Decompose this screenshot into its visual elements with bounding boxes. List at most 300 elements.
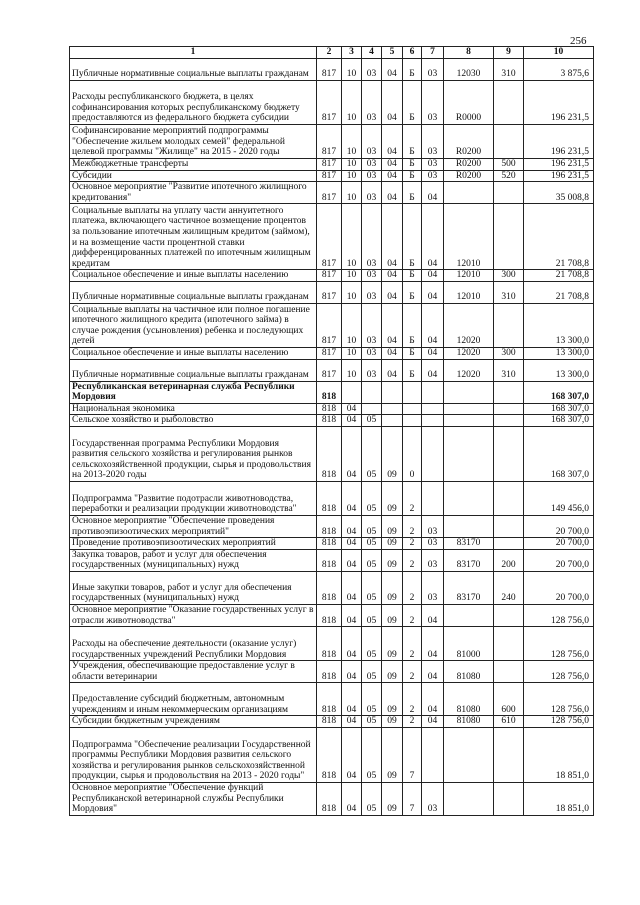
cell-direction: [444, 381, 494, 403]
cell-direction: R0200: [444, 170, 494, 182]
cell-expense-type: [494, 538, 524, 550]
cell-subsection: 03: [362, 81, 382, 125]
cell-expense-type: [494, 481, 524, 515]
cell-section: 04: [342, 403, 362, 415]
cell-name: Национальная экономика: [70, 403, 317, 415]
cell-subprogram: 2: [403, 549, 422, 571]
cell-expense-type: 610: [494, 716, 524, 728]
table-row: [70, 359, 594, 381]
cell-section: 04: [342, 683, 362, 716]
table-row: [70, 426, 594, 481]
cell-name: Закупка товаров, работ и услуг для обеспечения государственных (муниципальных) нужд: [70, 549, 317, 571]
cell-program: 04: [382, 204, 403, 270]
cell-program: 04: [382, 303, 403, 347]
cell-grbs: 817: [317, 303, 342, 347]
cell-amount: 20 700,0: [524, 549, 594, 571]
table-row: [70, 627, 594, 661]
cell-amount: 21 708,8: [524, 270, 594, 282]
cell-grbs: 818: [317, 549, 342, 571]
cell-direction: 12030: [444, 59, 494, 81]
cell-program: [382, 403, 403, 415]
cell-expense-type: [494, 403, 524, 415]
cell-expense-type: 600: [494, 683, 524, 716]
cell-event: [422, 415, 444, 427]
cell-event: [422, 426, 444, 481]
cell-name: Расходы республиканского бюджета, в целях софинансирования которых республиканскому бюджету предоставляются из федерального бюджета субсидии: [70, 81, 317, 125]
cell-name: Основное мероприятие "Обеспечение проведения противоэпизоотических мероприятий": [70, 515, 317, 537]
cell-subprogram: Б: [403, 159, 422, 171]
cell-subprogram: 2: [403, 716, 422, 728]
cell-grbs: 818: [317, 403, 342, 415]
cell-section: 10: [342, 159, 362, 171]
cell-program: 09: [382, 549, 403, 571]
cell-name: Учреждения, обеспечивающие предоставление услуг в области ветеринарии: [70, 661, 317, 683]
cell-amount: 3 875,6: [524, 59, 594, 81]
cell-subprogram: [403, 403, 422, 415]
column-header: 10: [524, 47, 594, 59]
cell-event: 03: [422, 59, 444, 81]
cell-amount: 21 708,8: [524, 281, 594, 303]
cell-program: 04: [382, 59, 403, 81]
cell-subprogram: 2: [403, 627, 422, 661]
cell-amount: 13 300,0: [524, 347, 594, 359]
cell-section: 10: [342, 303, 362, 347]
table-row: [70, 347, 594, 359]
cell-grbs: 818: [317, 515, 342, 537]
cell-subsection: 05: [362, 481, 382, 515]
column-header: 7: [422, 47, 444, 59]
cell-subprogram: Б: [403, 204, 422, 270]
cell-section: 10: [342, 204, 362, 270]
cell-subsection: 05: [362, 415, 382, 427]
cell-subprogram: 7: [403, 727, 422, 782]
cell-event: 04: [422, 347, 444, 359]
cell-section: 04: [342, 426, 362, 481]
cell-grbs: 817: [317, 159, 342, 171]
cell-event: 03: [422, 782, 444, 815]
cell-subsection: 05: [362, 627, 382, 661]
cell-expense-type: [494, 381, 524, 403]
cell-section: [342, 381, 362, 403]
cell-subprogram: 7: [403, 782, 422, 815]
cell-direction: [444, 403, 494, 415]
cell-name: Социальное обеспечение и иные выплаты населению: [70, 347, 317, 359]
cell-amount: 35 008,8: [524, 182, 594, 204]
cell-event: 03: [422, 170, 444, 182]
cell-event: 03: [422, 125, 444, 159]
table-row: [70, 170, 594, 182]
cell-program: 04: [382, 359, 403, 381]
page-number: 256: [570, 35, 587, 47]
table-row: [70, 716, 594, 728]
cell-direction: [444, 415, 494, 427]
cell-grbs: 817: [317, 281, 342, 303]
table-row: [70, 538, 594, 550]
cell-grbs: 818: [317, 604, 342, 626]
cell-expense-type: 520: [494, 170, 524, 182]
cell-subprogram: 2: [403, 538, 422, 550]
cell-subsection: 03: [362, 125, 382, 159]
cell-name: Публичные нормативные социальные выплаты гражданам: [70, 359, 317, 381]
column-header: 2: [317, 47, 342, 59]
cell-direction: 12010: [444, 270, 494, 282]
cell-subprogram: Б: [403, 359, 422, 381]
column-header: 8: [444, 47, 494, 59]
cell-section: 04: [342, 716, 362, 728]
table-row: [70, 81, 594, 125]
cell-subprogram: [403, 415, 422, 427]
table-row: [70, 604, 594, 626]
cell-direction: 83170: [444, 571, 494, 604]
cell-name: Социальные выплаты на уплату части аннуитетного платежа, включающего частичное возмещение процентов за пользование ипотечным жилищным кредитом (займом), и на возмещение части процентной ставки дифференцированных платежей по ипотечным жилищным кредитам: [70, 204, 317, 270]
cell-section: 04: [342, 782, 362, 815]
cell-expense-type: [494, 661, 524, 683]
cell-grbs: 818: [317, 538, 342, 550]
cell-amount: 13 300,0: [524, 303, 594, 347]
cell-event: 04: [422, 270, 444, 282]
cell-amount: 18 851,0: [524, 727, 594, 782]
table-row: [70, 204, 594, 270]
cell-event: 04: [422, 359, 444, 381]
cell-amount: 21 708,8: [524, 204, 594, 270]
cell-name: Проведение противоэпизоотических мероприятий: [70, 538, 317, 550]
cell-event: [422, 403, 444, 415]
table-row: [70, 303, 594, 347]
cell-section: 04: [342, 604, 362, 626]
cell-grbs: 818: [317, 716, 342, 728]
cell-program: [382, 415, 403, 427]
cell-expense-type: 310: [494, 281, 524, 303]
cell-subsection: 05: [362, 604, 382, 626]
cell-subsection: 03: [362, 159, 382, 171]
cell-grbs: 818: [317, 481, 342, 515]
cell-grbs: 818: [317, 426, 342, 481]
cell-expense-type: 300: [494, 347, 524, 359]
cell-section: 10: [342, 182, 362, 204]
cell-subsection: 05: [362, 683, 382, 716]
table-row: [70, 403, 594, 415]
cell-grbs: 818: [317, 381, 342, 403]
cell-subsection: 03: [362, 281, 382, 303]
table-row: [70, 515, 594, 537]
cell-name: Субсидии: [70, 170, 317, 182]
cell-subsection: 05: [362, 426, 382, 481]
cell-direction: 12010: [444, 281, 494, 303]
cell-subprogram: 2: [403, 515, 422, 537]
cell-grbs: 818: [317, 782, 342, 815]
cell-name: Публичные нормативные социальные выплаты гражданам: [70, 281, 317, 303]
cell-subsection: 03: [362, 59, 382, 81]
cell-amount: 196 231,5: [524, 81, 594, 125]
cell-subsection: 05: [362, 538, 382, 550]
cell-section: 10: [342, 347, 362, 359]
cell-grbs: 817: [317, 270, 342, 282]
cell-program: 09: [382, 538, 403, 550]
cell-subsection: 03: [362, 347, 382, 359]
cell-subprogram: Б: [403, 170, 422, 182]
cell-name: Сельское хозяйство и рыболовство: [70, 415, 317, 427]
table-row: [70, 59, 594, 81]
cell-expense-type: [494, 782, 524, 815]
cell-name: Социальные выплаты на частичное или полное погашение ипотечного жилищного кредита (ипотечного займа) в случае рождения (усыновления) ребенка и последующих детей: [70, 303, 317, 347]
cell-subsection: 03: [362, 204, 382, 270]
cell-subsection: 03: [362, 359, 382, 381]
cell-direction: [444, 426, 494, 481]
table-row: [70, 415, 594, 427]
cell-program: 09: [382, 481, 403, 515]
cell-amount: 18 851,0: [524, 782, 594, 815]
cell-expense-type: [494, 515, 524, 537]
column-header: 1: [70, 47, 317, 59]
table-header-row: [70, 47, 594, 59]
cell-amount: 168 307,0: [524, 415, 594, 427]
cell-grbs: 817: [317, 347, 342, 359]
cell-expense-type: [494, 604, 524, 626]
cell-direction: [444, 481, 494, 515]
cell-amount: 128 756,0: [524, 716, 594, 728]
cell-subprogram: Б: [403, 182, 422, 204]
cell-name: Республиканская ветеринарная служба Республики Мордовия: [70, 381, 317, 403]
cell-section: 04: [342, 538, 362, 550]
cell-direction: 12020: [444, 347, 494, 359]
cell-name: Основное мероприятие "Развитие ипотечного жилищного кредитования": [70, 182, 317, 204]
cell-subsection: 03: [362, 270, 382, 282]
table-row: [70, 125, 594, 159]
column-header: 4: [362, 47, 382, 59]
cell-subsection: [362, 403, 382, 415]
table-row: [70, 782, 594, 815]
cell-amount: 168 307,0: [524, 403, 594, 415]
cell-event: 03: [422, 571, 444, 604]
cell-amount: 13 300,0: [524, 359, 594, 381]
cell-subsection: 05: [362, 727, 382, 782]
table-row: [70, 549, 594, 571]
cell-expense-type: 200: [494, 549, 524, 571]
column-header: 5: [382, 47, 403, 59]
cell-event: 03: [422, 538, 444, 550]
cell-expense-type: [494, 627, 524, 661]
cell-program: 09: [382, 727, 403, 782]
cell-event: [422, 481, 444, 515]
cell-subsection: 03: [362, 182, 382, 204]
cell-expense-type: [494, 182, 524, 204]
cell-name: Предоставление субсидий бюджетным, автономным учреждениям и иным некоммерческим организациям: [70, 683, 317, 716]
table-row: [70, 270, 594, 282]
cell-grbs: 817: [317, 359, 342, 381]
cell-direction: 12020: [444, 303, 494, 347]
cell-event: 04: [422, 604, 444, 626]
table-row: [70, 727, 594, 782]
cell-program: 09: [382, 571, 403, 604]
cell-grbs: 818: [317, 571, 342, 604]
cell-program: [382, 381, 403, 403]
cell-section: 04: [342, 571, 362, 604]
table-row: [70, 281, 594, 303]
cell-subsection: 03: [362, 303, 382, 347]
cell-expense-type: 500: [494, 159, 524, 171]
cell-amount: 128 756,0: [524, 661, 594, 683]
cell-direction: [444, 727, 494, 782]
cell-section: 04: [342, 515, 362, 537]
cell-event: 03: [422, 549, 444, 571]
cell-subprogram: 2: [403, 571, 422, 604]
cell-subprogram: Б: [403, 270, 422, 282]
table-row: [70, 481, 594, 515]
cell-program: 04: [382, 170, 403, 182]
cell-subprogram: Б: [403, 81, 422, 125]
cell-section: 10: [342, 270, 362, 282]
cell-section: 04: [342, 661, 362, 683]
cell-amount: 149 456,0: [524, 481, 594, 515]
cell-name: Расходы на обеспечение деятельности (оказание услуг) государственных учреждений Республики Мордовия: [70, 627, 317, 661]
cell-subprogram: 2: [403, 481, 422, 515]
cell-event: 04: [422, 716, 444, 728]
cell-program: 09: [382, 683, 403, 716]
cell-program: 04: [382, 125, 403, 159]
cell-section: 10: [342, 81, 362, 125]
cell-section: 04: [342, 415, 362, 427]
cell-direction: 83170: [444, 538, 494, 550]
column-header: 6: [403, 47, 422, 59]
cell-direction: 81080: [444, 716, 494, 728]
cell-amount: 196 231,5: [524, 159, 594, 171]
cell-name: Софинансирование мероприятий подпрограммы "Обеспечение жильем молодых семей" федеральной целевой программы "Жилище" на 2015 - 2020 годы: [70, 125, 317, 159]
cell-program: 09: [382, 515, 403, 537]
cell-event: 04: [422, 204, 444, 270]
cell-subsection: 05: [362, 571, 382, 604]
cell-event: 03: [422, 159, 444, 171]
cell-direction: 12020: [444, 359, 494, 381]
cell-event: 04: [422, 281, 444, 303]
cell-subprogram: Б: [403, 59, 422, 81]
cell-expense-type: [494, 81, 524, 125]
table-body: [70, 59, 594, 816]
cell-section: 04: [342, 481, 362, 515]
cell-program: 09: [382, 627, 403, 661]
cell-name: Публичные нормативные социальные выплаты гражданам: [70, 59, 317, 81]
cell-direction: R0200: [444, 125, 494, 159]
cell-name: Государственная программа Республики Мордовия развития сельского хозяйства и регулирования рынков сельскохозяйственной продукции, сырья и продовольствия на 2013-2020 годы: [70, 426, 317, 481]
cell-grbs: 818: [317, 727, 342, 782]
cell-event: 04: [422, 661, 444, 683]
cell-program: 09: [382, 782, 403, 815]
cell-event: [422, 727, 444, 782]
cell-grbs: 817: [317, 81, 342, 125]
cell-subprogram: 2: [403, 683, 422, 716]
cell-expense-type: 240: [494, 571, 524, 604]
cell-grbs: 818: [317, 627, 342, 661]
table-row: [70, 571, 594, 604]
cell-program: 04: [382, 347, 403, 359]
cell-section: 10: [342, 170, 362, 182]
cell-program: 09: [382, 426, 403, 481]
cell-event: 04: [422, 182, 444, 204]
cell-direction: 81000: [444, 627, 494, 661]
cell-direction: R0000: [444, 81, 494, 125]
cell-event: 04: [422, 683, 444, 716]
cell-event: 03: [422, 515, 444, 537]
cell-amount: 20 700,0: [524, 571, 594, 604]
cell-subprogram: Б: [403, 303, 422, 347]
cell-program: 04: [382, 182, 403, 204]
cell-subsection: 05: [362, 716, 382, 728]
cell-event: 03: [422, 81, 444, 125]
table-row: [70, 159, 594, 171]
cell-direction: 81080: [444, 661, 494, 683]
cell-event: [422, 381, 444, 403]
cell-grbs: 818: [317, 415, 342, 427]
cell-expense-type: 310: [494, 359, 524, 381]
cell-section: 04: [342, 627, 362, 661]
cell-name: Социальное обеспечение и иные выплаты населению: [70, 270, 317, 282]
cell-name: Основное мероприятие "Обеспечение функций Республиканской ветеринарной службы Республики Мордовия": [70, 782, 317, 815]
cell-subprogram: Б: [403, 347, 422, 359]
cell-expense-type: [494, 204, 524, 270]
cell-grbs: 818: [317, 661, 342, 683]
cell-subsection: 05: [362, 515, 382, 537]
cell-expense-type: [494, 303, 524, 347]
cell-section: 10: [342, 281, 362, 303]
cell-direction: R0200: [444, 159, 494, 171]
cell-direction: [444, 782, 494, 815]
cell-subsection: 05: [362, 661, 382, 683]
cell-subsection: 05: [362, 549, 382, 571]
cell-section: 04: [342, 549, 362, 571]
budget-table: [69, 46, 594, 816]
cell-program: 04: [382, 270, 403, 282]
cell-direction: 81080: [444, 683, 494, 716]
cell-grbs: 817: [317, 59, 342, 81]
table-row: [70, 381, 594, 403]
cell-amount: 20 700,0: [524, 538, 594, 550]
cell-section: 10: [342, 59, 362, 81]
cell-grbs: 817: [317, 182, 342, 204]
cell-amount: 128 756,0: [524, 604, 594, 626]
cell-amount: 196 231,5: [524, 170, 594, 182]
cell-grbs: 817: [317, 170, 342, 182]
table-row: [70, 683, 594, 716]
cell-amount: 168 307,0: [524, 381, 594, 403]
cell-amount: 128 756,0: [524, 683, 594, 716]
cell-expense-type: [494, 426, 524, 481]
cell-name: Подпрограмма "Обеспечение реализации Государственной программы Республики Мордовия развития сельского хозяйства и регулирования рынков сельскохозяйственной продукции, сырья и продовольствия на 2013 - 2020 годы": [70, 727, 317, 782]
cell-section: 10: [342, 359, 362, 381]
cell-program: 04: [382, 281, 403, 303]
cell-subprogram: 0: [403, 426, 422, 481]
cell-direction: [444, 604, 494, 626]
cell-direction: [444, 182, 494, 204]
cell-name: Межбюджетные трансферты: [70, 159, 317, 171]
cell-program: 09: [382, 716, 403, 728]
cell-direction: [444, 515, 494, 537]
cell-subprogram: Б: [403, 281, 422, 303]
cell-subprogram: 2: [403, 604, 422, 626]
cell-name: Основное мероприятие "Оказание государственных услуг в отрасли животноводства": [70, 604, 317, 626]
cell-expense-type: [494, 727, 524, 782]
cell-name: Подпрограмма "Развитие подотрасли животноводства, переработки и реализации продукции животноводства": [70, 481, 317, 515]
cell-subsection: [362, 381, 382, 403]
cell-expense-type: 300: [494, 270, 524, 282]
table-row: [70, 182, 594, 204]
cell-name: Иные закупки товаров, работ и услуг для обеспечения государственных (муниципальных) нужд: [70, 571, 317, 604]
cell-program: 04: [382, 81, 403, 125]
cell-subprogram: Б: [403, 125, 422, 159]
cell-name: Субсидии бюджетным учреждениям: [70, 716, 317, 728]
cell-grbs: 817: [317, 125, 342, 159]
cell-subprogram: 2: [403, 661, 422, 683]
table-row: [70, 661, 594, 683]
cell-program: 04: [382, 159, 403, 171]
